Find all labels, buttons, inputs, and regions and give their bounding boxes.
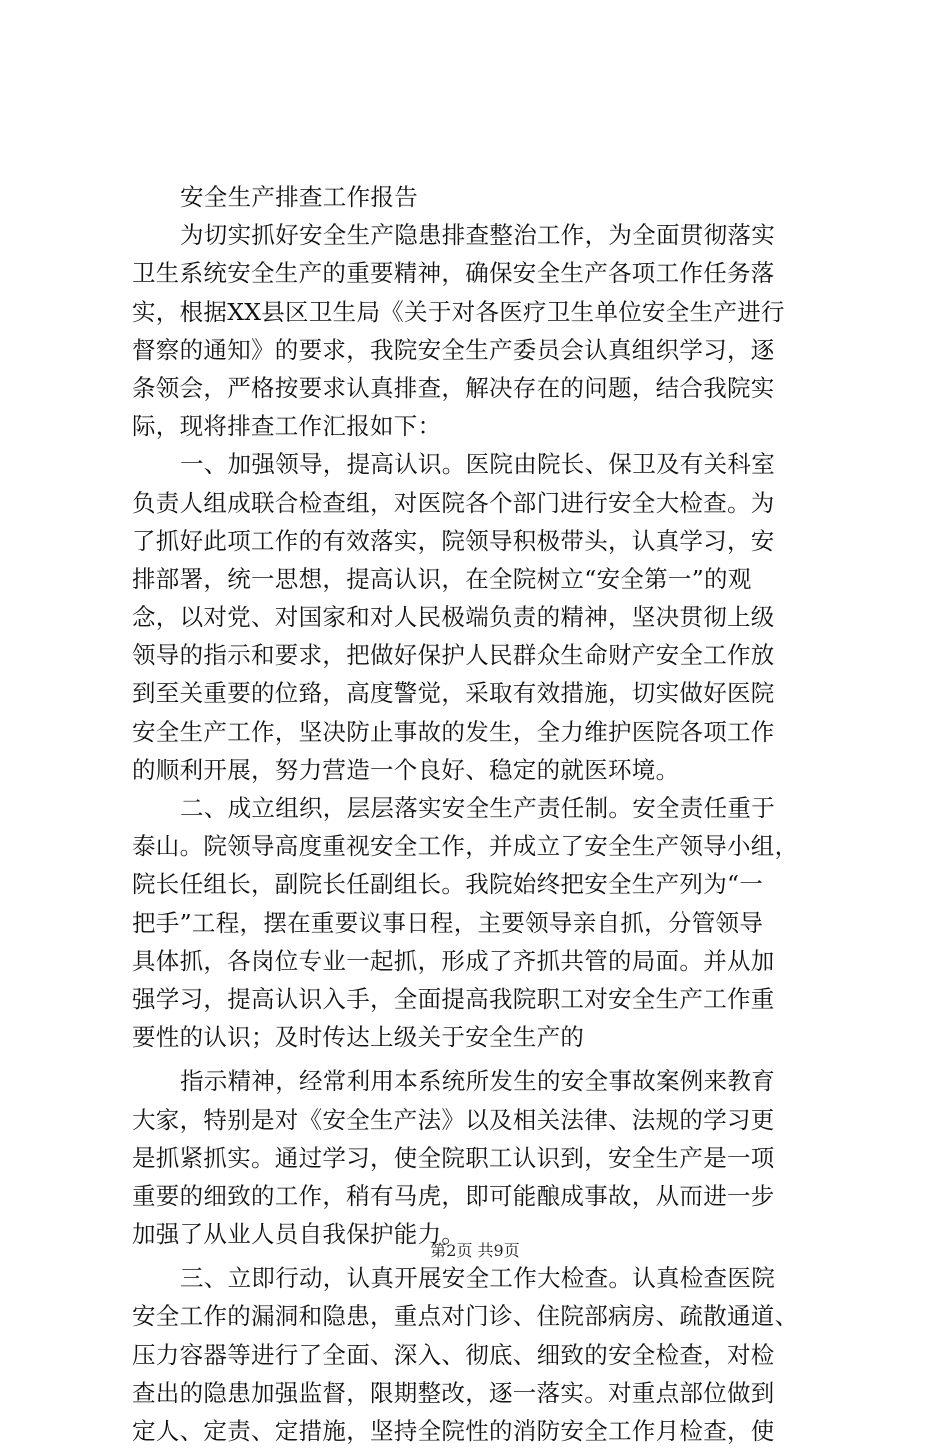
paragraph-line: 安全工作的漏洞和隐患，重点对门诊、住院部病房、疏散通道、 xyxy=(132,1302,799,1331)
paragraph-line: 强学习，提高认识入手，全面提高我院职工对安全生产工作重 xyxy=(132,984,775,1013)
paragraph-line: 到至关重要的位臵，高度警觉，采取有效措施，切实做好医院 xyxy=(132,679,775,708)
paragraph-line: 重要的细致的工作，稍有马虎，即可能酿成事故，从而进一步 xyxy=(132,1181,775,1210)
document-title: 安全生产排查工作报告 xyxy=(180,183,418,211)
paragraph-line: 为切实抓好安全生产隐患排查整治工作，为全面贯彻落实 xyxy=(180,221,775,250)
paragraph-line: 三、立即行动，认真开展安全工作大检查。认真检查医院 xyxy=(180,1264,775,1293)
paragraph-line: 安全生产工作，坚决防止事故的发生，全力维护医院各项工作 xyxy=(132,717,775,746)
paragraph-line: 排部署，统一思想，提高认识，在全院树立“安全第一”的观 xyxy=(132,564,752,593)
paragraph-line: 具体抓，各岗位专业一起抓，形成了齐抓共管的局面。并从加 xyxy=(132,946,775,975)
paragraph-line: 院长任组长，副院长任副组长。我院始终把安全生产列为“一 xyxy=(132,870,764,899)
paragraph-line: 了抓好此项工作的有效落实，院领导积极带头，认真学习，安 xyxy=(132,526,775,555)
paragraph-line: 一、加强领导，提高认识。医院由院长、保卫及有关科室 xyxy=(180,450,775,479)
paragraph-line: 泰山。院领导高度重视安全工作，并成立了安全生产领导小组， xyxy=(132,832,799,861)
paragraph-line: 卫生系统安全生产的重要精神，确保安全生产各项工作任务落 xyxy=(132,259,775,288)
paragraph-line: 督察的通知》的要求，我院安全生产委员会认真组织学习，逐 xyxy=(132,335,775,364)
paragraph-line: 要性的认识；及时传达上级关于安全生产的 xyxy=(132,1023,585,1052)
paragraph-line: 压力容器等进行了全面、深入、彻底、细致的安全检查，对检 xyxy=(132,1340,775,1369)
page-number-footer: 第2页 共9页 xyxy=(430,1241,520,1260)
paragraph-line: 把手”工程，摆在重要议事日程，主要领导亲自抓，分管领导 xyxy=(132,908,764,937)
paragraph-line: 际，现将排查工作汇报如下： xyxy=(132,412,442,441)
paragraph-line: 是抓紧抓实。通过学习，使全院职工认识到，安全生产是一项 xyxy=(132,1143,775,1172)
paragraph-line: 念，以对党、对国家和对人民极端负责的精神，坚决贯彻上级 xyxy=(132,603,775,632)
paragraph-line: 二、成立组织，层层落实安全生产责任制。安全责任重于 xyxy=(180,794,775,822)
paragraph-line: 的顺利开展，努力营造一个良好、稳定的就医环境。 xyxy=(132,755,680,784)
paragraph-line: 指示精神，经常利用本系统所发生的安全事故案例来教育 xyxy=(180,1067,775,1096)
paragraph-line: 领导的指示和要求，把做好保护人民群众生命财产安全工作放 xyxy=(132,641,775,670)
paragraph-line: 加强了从业人员自我保护能力。 xyxy=(132,1220,466,1249)
paragraph-line: 大家，特别是对《安全生产法》以及相关法律、法规的学习更 xyxy=(132,1105,775,1134)
paragraph-line: 负责人组成联合检查组，对医院各个部门进行安全大检查。为 xyxy=(132,488,775,517)
paragraph-line: 实，根据XX县区卫生局《关于对各医疗卫生单位安全生产进行 xyxy=(132,297,785,326)
paragraph-line: 条领会，严格按要求认真排查，解决存在的问题，结合我院实 xyxy=(132,373,775,402)
paragraph-line: 查出的隐患加强监督，限期整改，逐一落实。对重点部位做到 xyxy=(132,1378,775,1407)
paragraph-line: 定人、定责、定措施，坚持全院性的消防安全工作月检查，使 xyxy=(132,1417,775,1445)
